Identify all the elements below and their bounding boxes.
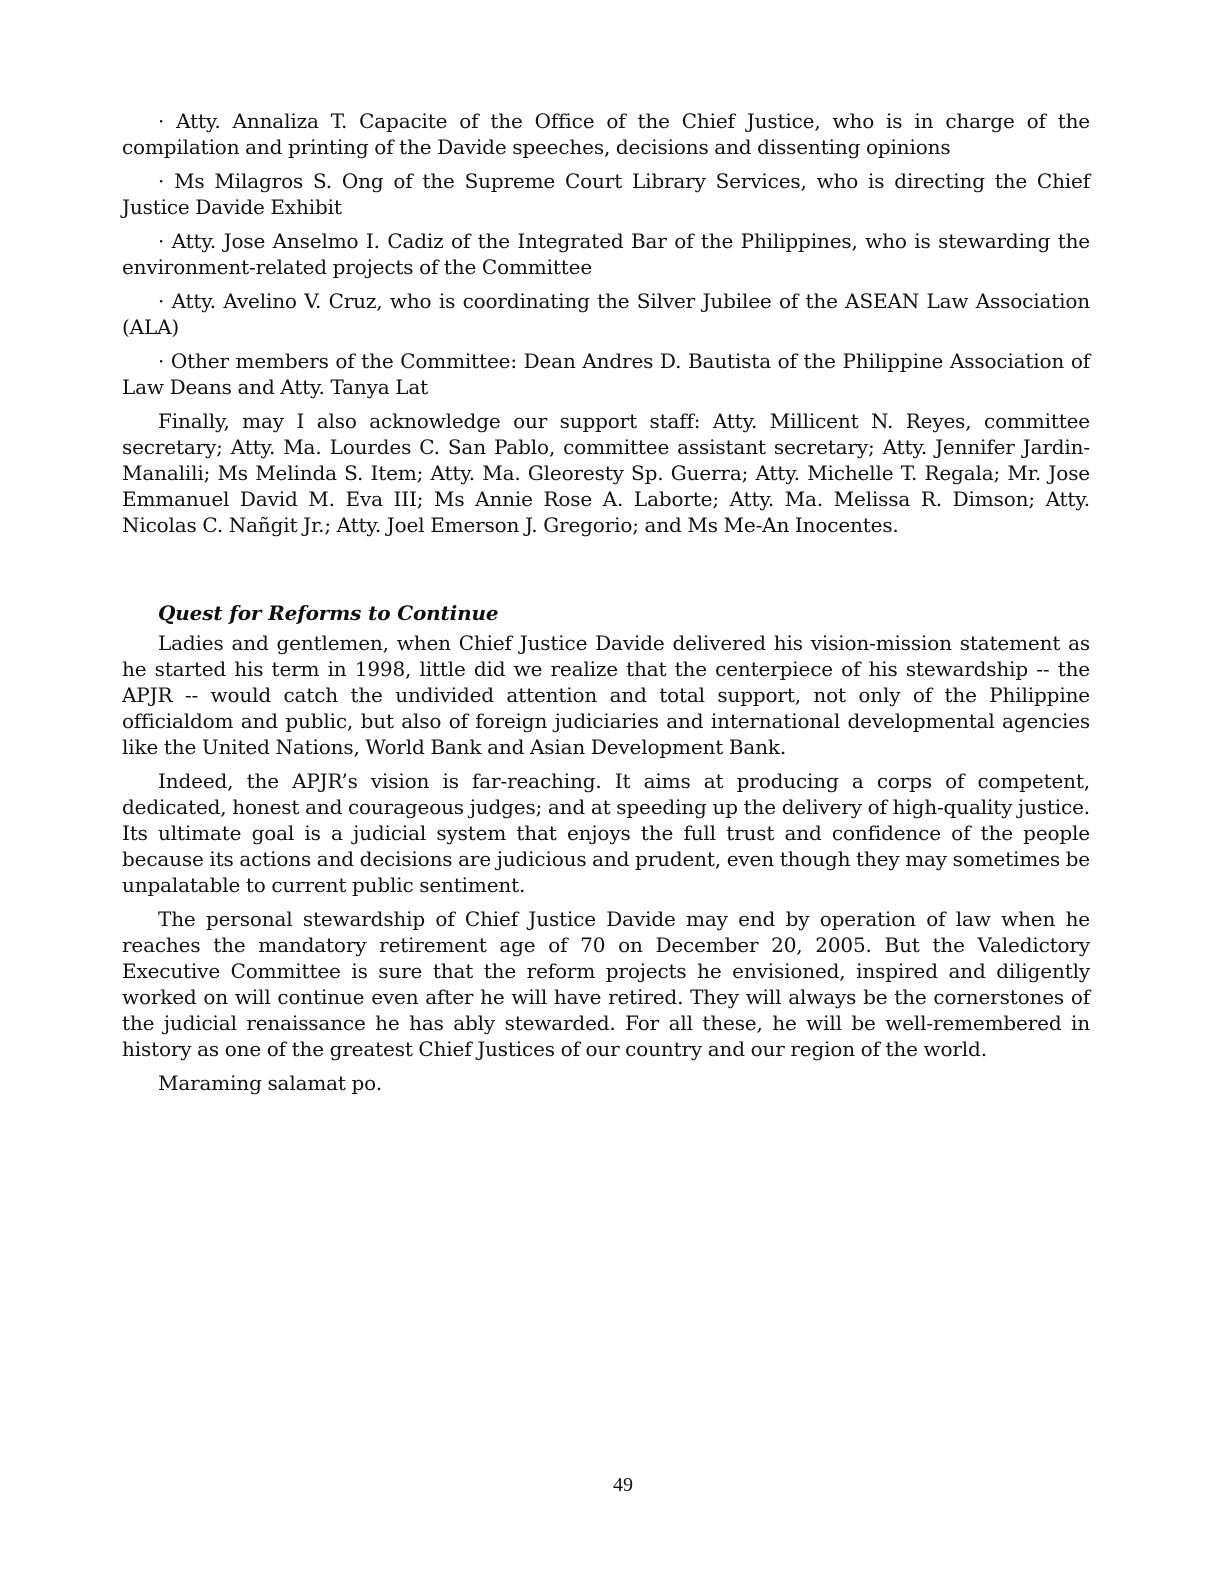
acknowledgement-ong: · Ms Milagros S. Ong of the Supreme Court Library Services, who is directing the Chief Justice Davide Exhibit [122,169,1090,219]
section-paragraph-vision-mission: Ladies and gentlemen, when Chief Justice Davide delivered his vision-mission statement as he started his term in 1998, little did we realize that the centerpiece of his stewardship -- the APJR -- would catch the undivided attention and total support, not only of the Philippine officialdom and public, but also of foreign judiciaries and international developmental agencies like the United Nations, World Bank and Asian Development Bank. [122,631,1090,759]
section-paragraph-closing: Maraming salamat po. [158,1071,382,1095]
page-number: 49 [613,1474,633,1496]
section-paragraph-stewardship: The personal stewardship of Chief Justice Davide may end by operation of law when he reaches the mandatory retirement age of 70 on December 20, 2005. But the Valedictory Executive Committee is sure that the reform projects he envisioned, inspired and diligently worked on will continue even after he will have retired. They will always be the cornerstones of the judicial renaissance he has ably stewarded. For all these, he will be well-remembered in history as one of the greatest Chief Justices of our country and our region of the world. [122,907,1090,1061]
acknowledgement-cadiz: · Atty. Jose Anselmo I. Cadiz of the Integrated Bar of the Philippines, who is stewarding the environment-related projects of the Committee [122,229,1090,279]
document-page [122,108,1090,1104]
acknowledgement-cruz: · Atty. Avelino V. Cruz, who is coordinating the Silver Jubilee of the ASEAN Law Association (ALA) [122,289,1090,339]
section-paragraph-apjr-vision: Indeed, the APJR’s vision is far-reaching. It aims at producing a corps of competent, dedicated, honest and courageous judges; and at speeding up the delivery of high-quality justice. Its ultimate goal is a judicial system that enjoys the full trust and confidence of the people because its actions and decisions are judicious and prudent, even though they may sometimes be unpalatable to current public sentiment. [122,769,1090,897]
acknowledgement-other-members: · Other members of the Committee: Dean Andres D. Bautista of the Philippine Association of Law Deans and Atty. Tanya Lat [122,349,1090,399]
acknowledgement-capacite: · Atty. Annaliza T. Capacite of the Office of the Chief Justice, who is in charge of the compilation and printing of the Davide speeches, decisions and dissenting opinions [122,109,1090,159]
section-heading: Quest for Reforms to Continue [158,601,499,625]
section-spacer [122,546,1090,600]
support-staff-paragraph: Finally, may I also acknowledge our support staff: Atty. Millicent N. Reyes, committee secretary; Atty. Ma. Lourdes C. San Pablo, committee assistant secretary; Atty. Jennifer Jardin-Manalili; Ms Melinda S. Item; Atty. Ma. Gleoresty Sp. Guerra; Atty. Michelle T. Regala; Mr. Jose Emmanuel David M. Eva III; Ms Annie Rose A. Laborte; Atty. Ma. Melissa R. Dimson; Atty. Nicolas C. Nañgit Jr.; Atty. Joel Emerson J. Gregorio; and Ms Me-An Inocentes. [122,409,1090,537]
